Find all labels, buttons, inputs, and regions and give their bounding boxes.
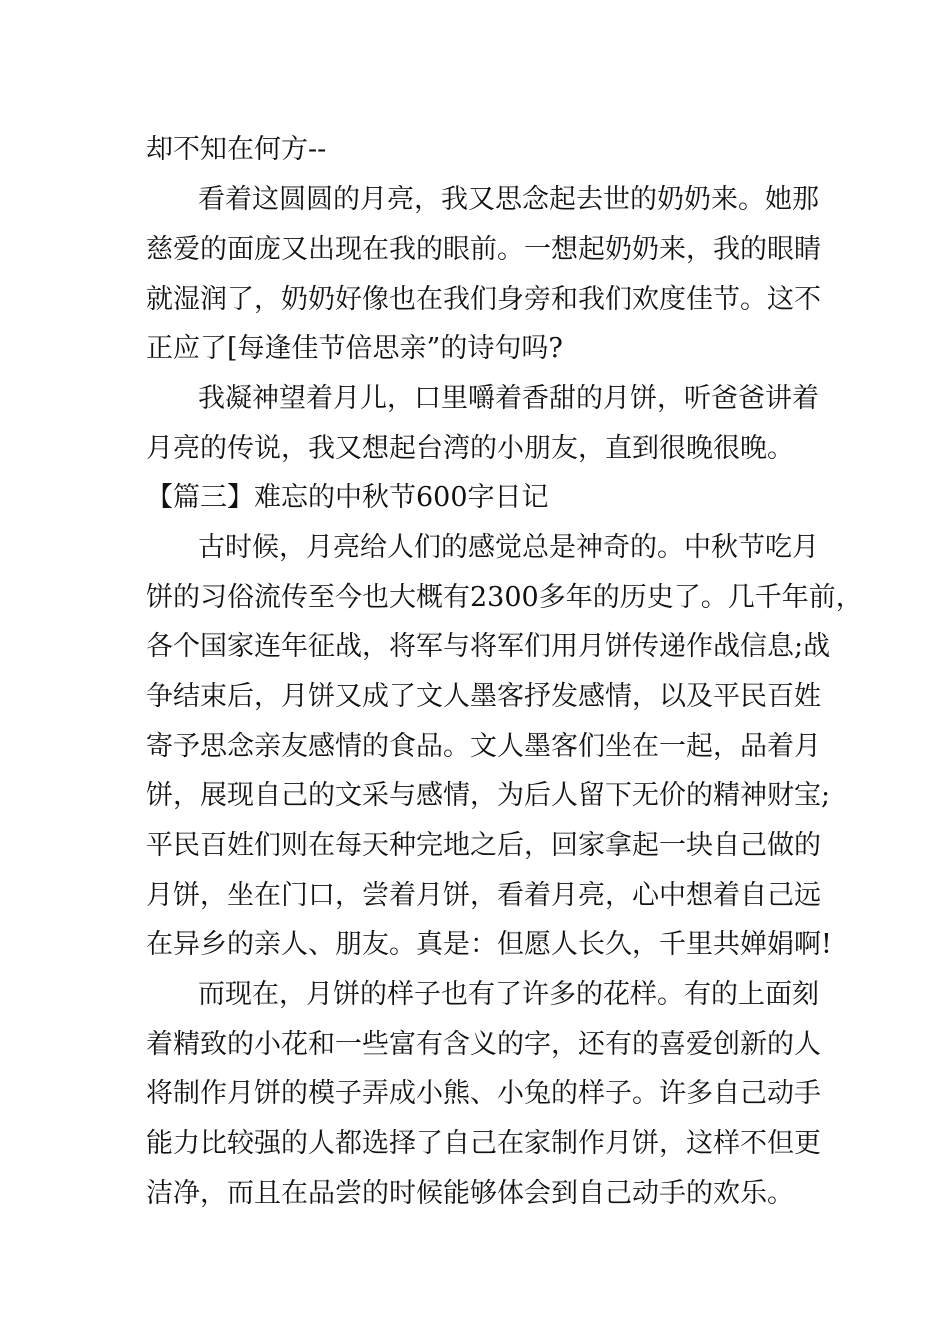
text-line: 正应了[每逢佳节倍思亲”的诗句吗?	[146, 333, 563, 364]
text-line: 寄予思念亲友感情的食品。文人墨客们坐在一起，品着月	[146, 731, 821, 762]
text-line: 月亮的传说，我又想起台湾的小朋友，直到很晚很晚。	[146, 433, 794, 464]
text-line: 在异乡的亲人、朋友。真是：但愿人长久，千里共婵娟啊!	[146, 929, 832, 960]
text-line: 能力比较强的人都选择了自己在家制作月饼，这样不但更	[146, 1128, 821, 1159]
text-line: 慈爱的面庞又出现在我的眼前。一想起奶奶来，我的眼睛	[146, 234, 821, 265]
text-line: 月饼，坐在门口，尝着月饼，看着月亮，心中想着自己远	[146, 880, 821, 911]
text-line: 洁净，而且在品尝的时候能够体会到自己动手的欢乐。	[146, 1178, 794, 1209]
text-line: 各个国家连年征战，将军与将军们用月饼传递作战信息;战	[146, 631, 831, 662]
text-line: 着精致的小花和一些富有含义的字，还有的喜爱创新的人	[146, 1029, 821, 1060]
paragraph-start-line: 我凝神望着月儿，口里嚼着香甜的月饼，听爸爸讲着	[198, 383, 819, 414]
section-heading: 【篇三】难忘的中秋节600字日记	[146, 482, 549, 513]
text-line: 饼的习俗流传至今也大概有2300多年的历史了。几千年前，	[146, 582, 863, 613]
text-line: 将制作月饼的模子弄成小熊、小兔的样子。许多自己动手	[146, 1078, 821, 1109]
text-line: 平民百姓们则在每天种完地之后，回家拿起一块自己做的	[146, 830, 821, 861]
paragraph-start-line: 而现在，月饼的样子也有了许多的花样。有的上面刻	[198, 979, 819, 1010]
text-line: 争结束后，月饼又成了文人墨客抒发感情，以及平民百姓	[146, 681, 821, 712]
text-line: 却不知在何方--	[146, 134, 327, 165]
text-line: 饼，展现自己的文采与感情，为后人留下无价的精神财宝;	[146, 780, 831, 811]
text-line: 就湿润了，奶奶好像也在我们身旁和我们欢度佳节。这不	[146, 284, 821, 315]
paragraph-start-line: 看着这圆圆的月亮，我又思念起去世的奶奶来。她那	[198, 184, 819, 215]
paragraph-start-line: 古时候，月亮给人们的感觉总是神奇的。中秋节吃月	[198, 532, 819, 563]
